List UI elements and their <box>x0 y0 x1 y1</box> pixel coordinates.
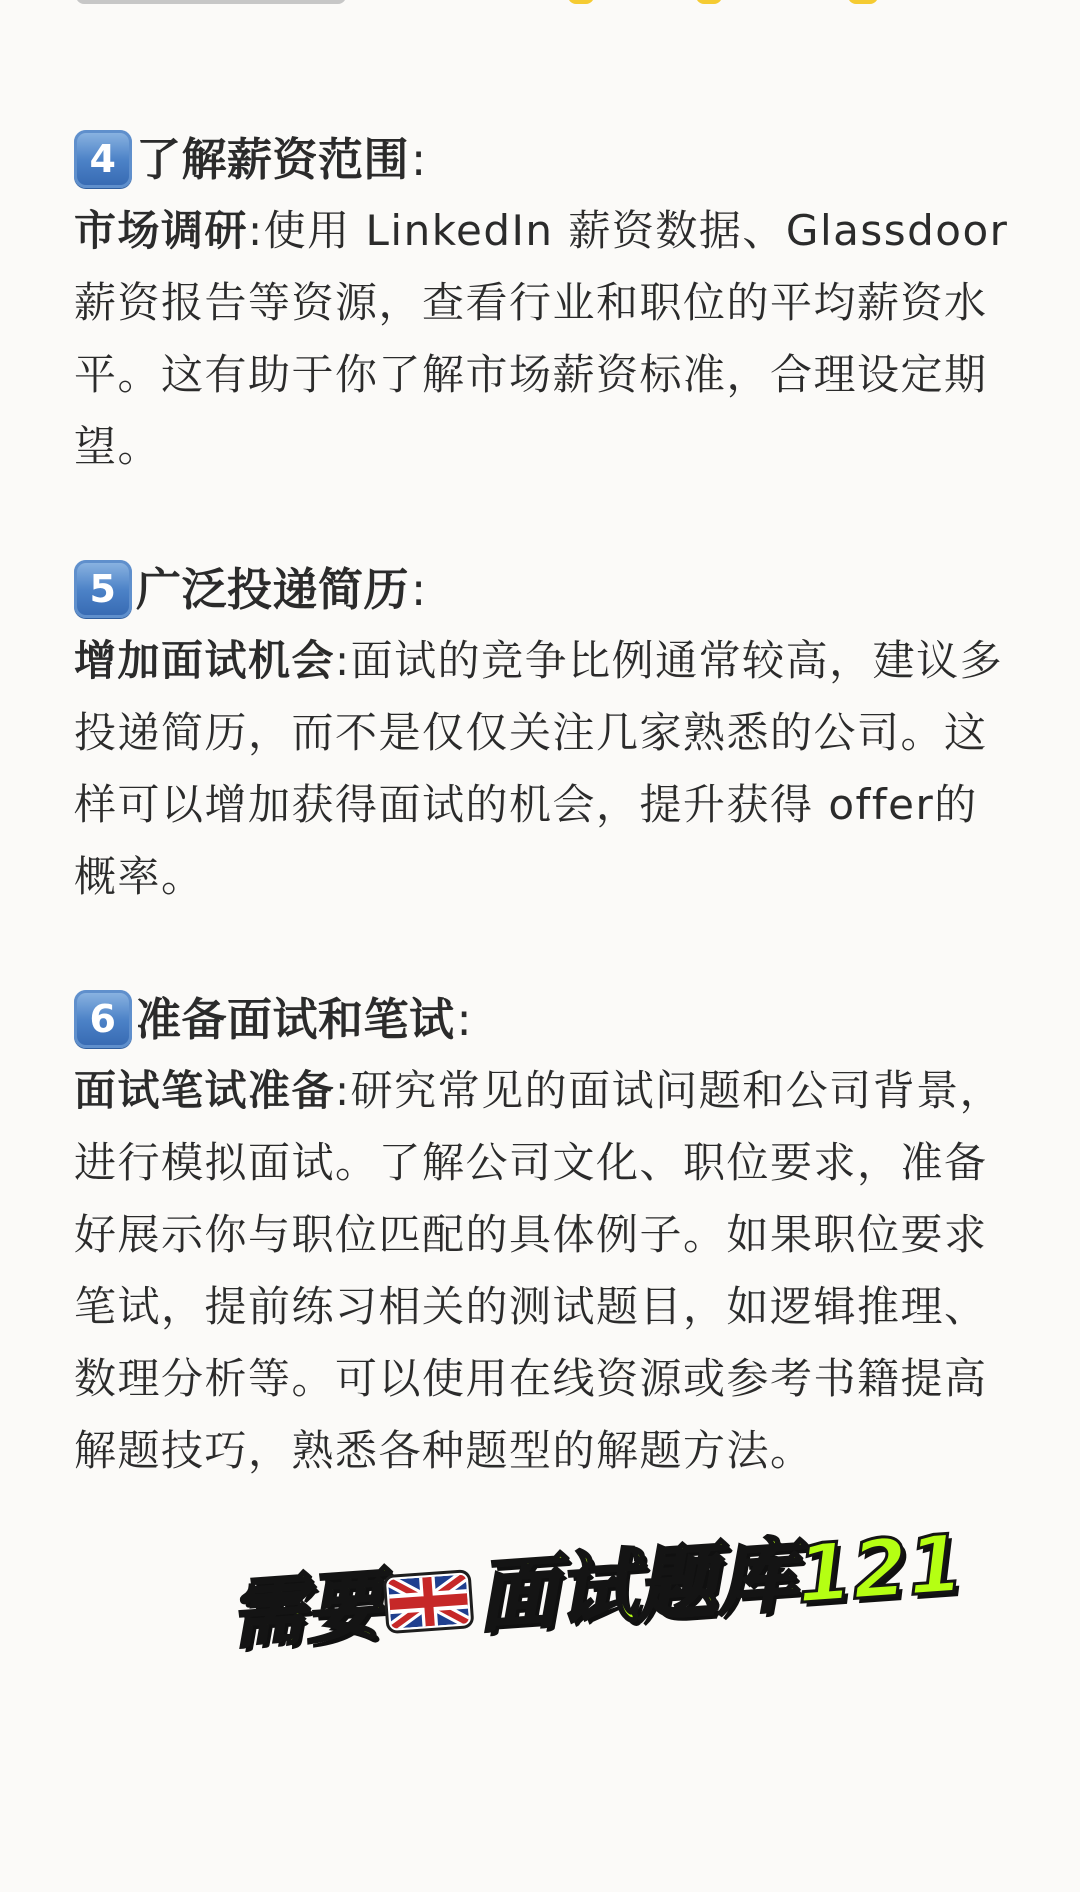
section-colon: : <box>456 992 473 1046</box>
section-heading <box>74 555 1014 623</box>
uk-flag-icon <box>388 1574 469 1628</box>
section-body <box>74 1055 1014 1487</box>
section-heading <box>74 985 1014 1053</box>
section-text: 研究常见的面试问题和公司背景，进行模拟面试。了解公司文化、职位要求，准备好展示你与职位匹配的具体例子。如果职位要求笔试，提前练习相关的测试题目，如逻辑推理、数理分析等。可以使用在线资源或参考书籍提高解题技巧，熟悉各种题型的解题方法。 <box>74 1066 1004 1476</box>
section-body <box>74 625 1014 913</box>
term-colon: : <box>248 206 264 256</box>
cropped-emoji-mark <box>696 0 722 4</box>
section-title: 准备面试和笔试 <box>136 992 455 1046</box>
section-term: 市场调研 <box>74 206 249 256</box>
term-colon: : <box>335 1066 351 1116</box>
cropped-emoji-mark <box>848 0 878 4</box>
promo-prefix: 需要 <box>226 1559 385 1659</box>
section-colon: : <box>411 132 427 186</box>
section-title: 了解薪资范围 <box>136 132 410 186</box>
section-apply-widely <box>74 555 1014 913</box>
keycap-number-icon: 6 <box>74 990 132 1048</box>
promo-suffix: 面试题库121 <box>474 1516 967 1644</box>
term-colon: : <box>335 636 351 686</box>
section-term: 面试笔试准备 <box>74 1066 336 1116</box>
keycap-number-icon: 4 <box>74 130 132 188</box>
section-interview-prep <box>74 985 1014 1487</box>
section-colon: : <box>411 562 427 616</box>
top-cropped-strip <box>0 0 1080 14</box>
section-salary-range <box>74 125 1014 483</box>
section-text: 面试的竞争比例通常较高，建议多投递简历，而不是仅仅关注几家熟悉的公司。这样可以增加获得面试的机会，提升获得 offer的概率。 <box>74 636 1004 902</box>
section-title: 广泛投递简历 <box>136 562 410 616</box>
article-content <box>74 88 1014 1559</box>
cropped-emoji-mark <box>568 0 594 4</box>
keycap-number-icon: 5 <box>74 560 132 618</box>
section-text: 使用 LinkedIn 薪资数据、Glassdoor薪资报告等资源，查看行业和职位的平均薪资水平。这有助于你了解市场薪资标准，合理设定期望。 <box>74 206 1009 472</box>
section-body <box>74 195 1014 483</box>
section-heading <box>74 125 1014 193</box>
section-term: 增加面试机会 <box>74 636 336 686</box>
cropped-text-mark <box>76 0 346 4</box>
uk-flag-svg <box>388 1574 469 1628</box>
